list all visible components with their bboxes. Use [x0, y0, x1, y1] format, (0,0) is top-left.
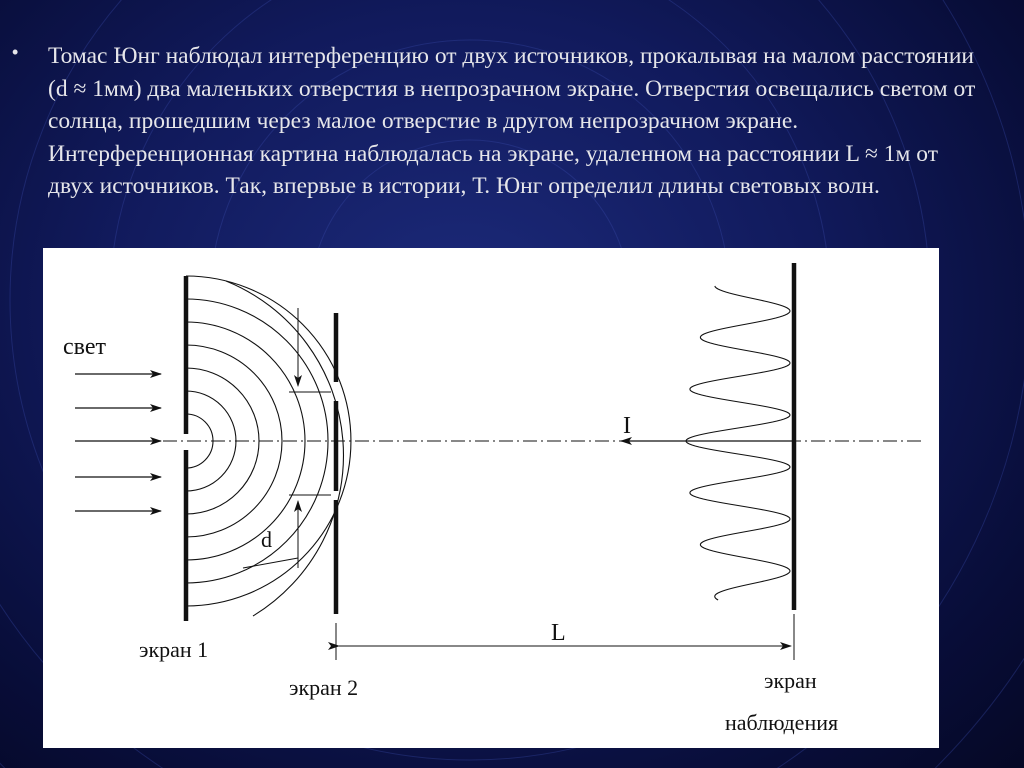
young-experiment-diagram — [43, 248, 939, 748]
L-label: L — [551, 620, 566, 646]
diverging-wavefronts — [186, 276, 351, 616]
intensity-label: I — [623, 413, 631, 439]
screen-1-label: экран 1 — [139, 637, 209, 662]
slit-separation-dimension — [243, 308, 331, 568]
interference-intensity-curve — [686, 286, 790, 600]
observation-screen-label-1: экран — [764, 668, 817, 693]
observation-screen-label-2: наблюдения — [725, 710, 839, 735]
incoming-light-arrows — [75, 374, 161, 511]
screen-2-label: экран 2 — [289, 675, 359, 700]
slide-paragraph: Томас Юнг наблюдал интерференцию от двух источников, прокалывая на малом расстоянии (d ≈ 1мм) два маленьких отверстия в непрозрачном экране. Отверстия освещались светом от солнца, прошедшим через малое отверстие в другом непрозрачном экране. Интерференционная картина наблюдалась на экране, удаленном на расстоянии L ≈ 1м от двух источников. Так, впервые в истории, Т. Юнг определил длины световых волн. — [48, 43, 976, 199]
bullet-marker: • — [12, 42, 19, 62]
light-label: свет — [63, 334, 106, 360]
d-label: d — [261, 527, 272, 552]
